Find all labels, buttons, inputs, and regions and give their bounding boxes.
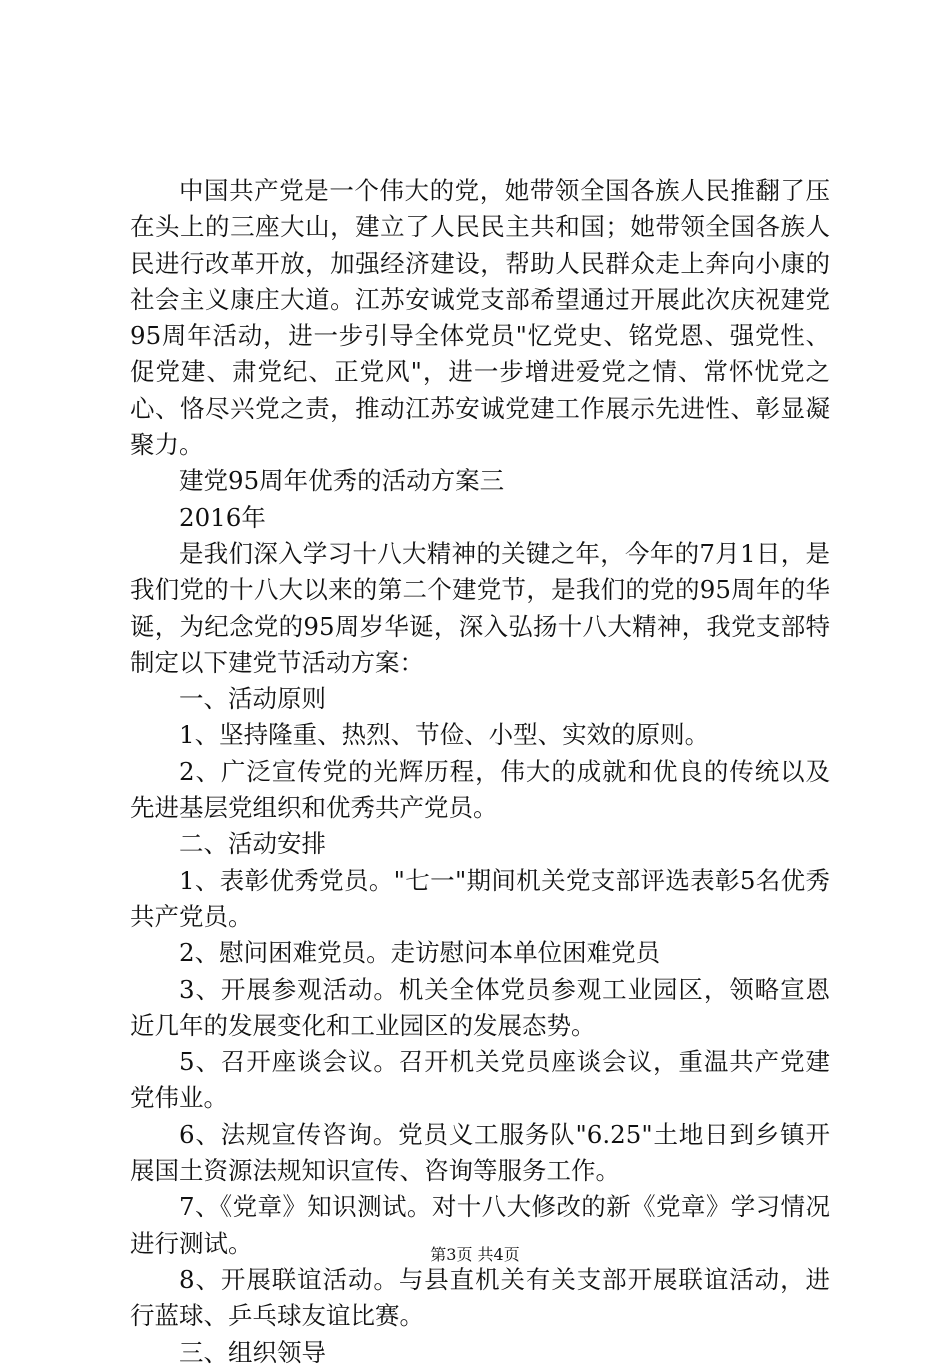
page-footer (0, 1245, 950, 1265)
list-item: 2、慰问困难党员。走访慰问本单位困难党员 (179, 938, 661, 968)
list-item: 6、法规宣传咨询。党员义工服务队"6.25"土地日到乡镇开展国土资源法规知识宣传、咨询等服务工作。 (130, 1119, 830, 1186)
document-body (130, 173, 830, 1371)
paragraph-background: 是我们深入学习十八大精神的关键之年，今年的7月1日，是我们党的十八大以来的第二个建党节，是我们的党的95周年的华诞，为纪念党的95周岁华诞，深入弘扬十八大精神，我党支部特制定以下建党节活动方案： (130, 538, 830, 677)
list-item: 7、《党章》知识测试。对十八大修改的新《党章》学习情况进行测试。 (130, 1192, 830, 1258)
list-item: 2、广泛宣传党的光辉历程，伟大的成就和优良的传统以及先进基层党组织和优秀共产党员。 (130, 756, 830, 823)
list-item: 3、开展参观活动。机关全体党员参观工业园区，领略宣恩近几年的发展变化和工业园区的发展态势。 (130, 974, 830, 1040)
paragraph-intro: 中国共产党是一个伟大的党，她带领全国各族人民推翻了压在头上的三座大山，建立了人民民主共和国；她带领全国各族人民进行改革开放，加强经济建设，帮助人民群众走上奔向小康的社会主义康庄大道。江苏安诚党支部希望通过开展此次庆祝建党95周年活动，进一步引导全体党员"忆党史、铭党恩、强党性、促党建、肃党纪、正党风"，进一步增进爱党之情、常怀忧党之心、恪尽兴党之责，推动江苏安诚党建工作展示先进性、彰显凝聚力。 (130, 176, 830, 460)
heading-arrangements: 二、活动安排 (179, 829, 326, 859)
list-item: 1、坚持隆重、热烈、节俭、小型、实效的原则。 (179, 720, 710, 750)
list-item: 1、表彰优秀党员。"七一"期间机关党支部评选表彰5名优秀共产党员。 (130, 865, 830, 931)
list-item: 5、召开座谈会议。召开机关党员座谈会议，重温共产党建党伟业。 (130, 1047, 830, 1113)
year-line: 2016年 (179, 502, 266, 532)
heading-principles: 一、活动原则 (179, 684, 326, 714)
heading-organization: 三、组织领导 (179, 1337, 326, 1367)
page-number: 第3页 共4页 (430, 1245, 520, 1264)
section-title: 建党95周年优秀的活动方案三 (179, 466, 505, 496)
list-item: 8、开展联谊活动。与县直机关有关支部开展联谊活动，进行蓝球、乒乓球友谊比赛。 (130, 1264, 830, 1331)
